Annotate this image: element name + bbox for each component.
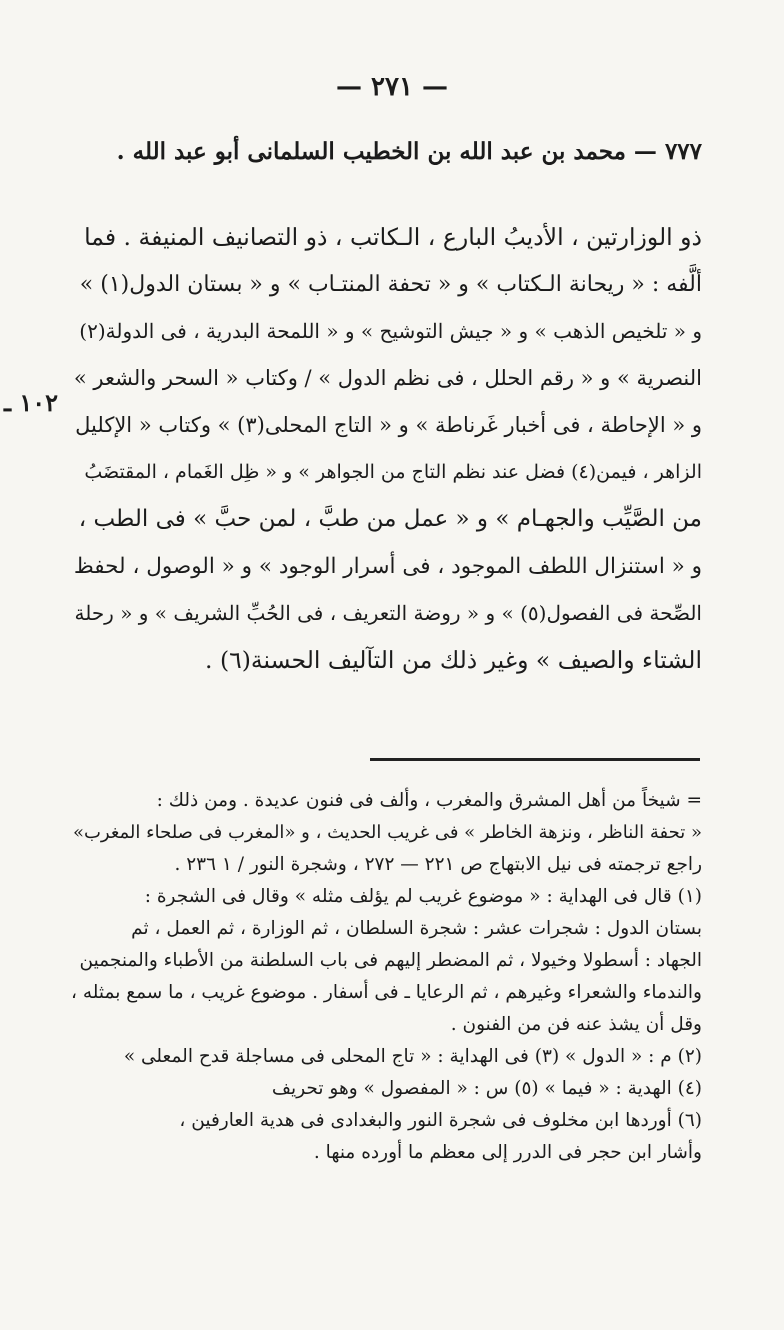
footnote-line: وأشار ابن حجر فى الدرر إلى معظم ما أورده منها .: [313, 1142, 702, 1163]
page-number: — ٢٧١ —: [335, 72, 449, 102]
margin-reference: ١٠٢ ـ: [4, 388, 59, 417]
main-line: من الصَّيِّب والجهـام » و « عمل من طبَّ ، لمن حبَّ » فى الطب ،: [78, 506, 702, 532]
footnote-line: (٢) م : « الدول » (٣) فى الهداية : « تاج المحلى فى مساجلة قدح المعلى »: [123, 1046, 702, 1067]
footnote-line: الجهاد : أسطولا وخيولا ، ثم المضطر إليهم فى باب السلطنة من الأطباء والمنجمين: [79, 950, 702, 971]
main-line: و « الإحاطة ، فى أخبار غَرناطة » و « التاج المحلى(٣) » وكتاب « الإكليل: [75, 413, 702, 437]
footnote-line: (٤) الهدية : « فيما » (٥) س : « المفصول » وهو تحريف: [271, 1078, 702, 1099]
footnote-separator: [370, 758, 700, 761]
main-line: و « تلخيص الذهب » و « جيش التوشيح » و « اللمحة البدرية ، فى الدولة(٢): [79, 319, 702, 343]
footnote-line: راجع ترجمته فى نيل الابتهاج ص ٢٢١ — ٢٧٢ ، وشجرة النور / ١ ٢٣٦ .: [174, 854, 702, 875]
footnote-line: (٦) أوردها ابن مخلوف فى شجرة النور والبغدادى فى هدية العارفين ،: [179, 1110, 702, 1131]
main-line: الزاهر ، فيمن(٤) فضل عند نظم التاج من الجواهر » و « ظِل الغَمام ، المقتضَبُ: [84, 461, 702, 483]
entry-title: ٧٧٧ — محمد بن عبد الله بن الخطيب السلمانى أبو عبد الله .: [116, 138, 702, 165]
footnotes: [72, 785, 702, 1169]
main-text: [72, 214, 702, 684]
main-line: ذو الوزارتين ، الأديبُ البارع ، الـكاتب ، ذو التصانيف المنيفة . فما: [84, 223, 702, 251]
main-line: النصرية » و « رقم الحلل ، فى نظم الدول » / وكتاب « السحر والشعر »: [73, 366, 702, 390]
main-line: الصِّحة فى الفصول(٥) » و « روضة التعريف ، فى الحُبِّ الشريف » و « رحلة: [74, 601, 702, 625]
footnote-line: بستان الدول : شجرات عشر : شجرة السلطان ، ثم الوزارة ، ثم العمل ، ثم: [131, 918, 702, 939]
footnote-line: = شيخاً من أهل المشرق والمغرب ، وألف فى فنون عديدة . ومن ذلك :: [156, 790, 702, 811]
main-line: الشتاء والصيف » وغير ذلك من التآليف الحسنة(٦) .: [205, 646, 702, 674]
footnote-line: وقل أن يشذ عنه فن من الفنون .: [450, 1014, 702, 1035]
main-line: ألَّفه : « ريحانة الـكتاب » و « تحفة المنتـاب » و « بستان الدول(١) »: [79, 272, 702, 297]
main-line: و « استنزال اللطف الموجود ، فى أسرار الوجود » و « الوصول ، لحفظ: [73, 554, 702, 579]
footnote-line: (١) قال فى الهداية : « موضوع غريب لم يؤلف مثله » وقال فى الشجرة :: [144, 886, 702, 907]
footnote-line: « تحفة الناظر ، ونزهة الخاطر » فى غريب الحديث ، و «المغرب فى صلحاء المغرب»: [72, 822, 702, 843]
footnote-line: والندماء والشعراء وغيرهم ، ثم الرعايا ـ فى أسفار . موضوع غريب ، ما سمع بمثله ،: [71, 982, 702, 1003]
